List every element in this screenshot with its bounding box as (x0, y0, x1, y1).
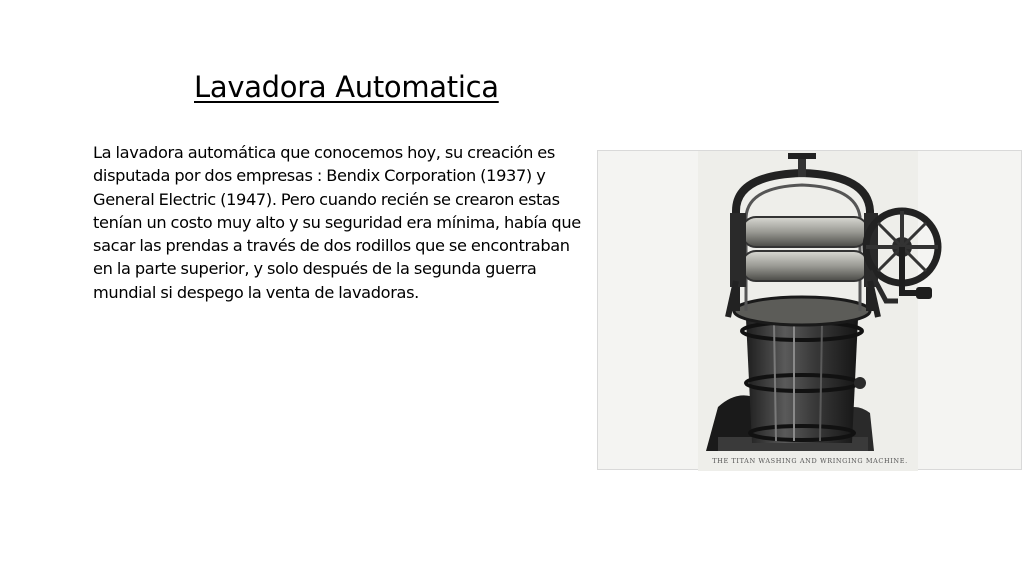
slide-title: Lavadora Automatica (194, 70, 499, 104)
wringer-roller-bottom (742, 251, 868, 281)
tub-side-knob (854, 377, 866, 389)
roller-bracket-left (730, 213, 746, 287)
washing-machine-photo (597, 150, 1022, 470)
crank-grip (916, 287, 932, 299)
tub-rim (734, 297, 870, 325)
photo-caption: THE TITAN WASHING AND WRINGING MACHINE. (712, 457, 908, 465)
washing-machine-illustration (598, 151, 1023, 471)
wringer-screw-handle (788, 153, 816, 159)
wringer-roller-top (742, 217, 868, 247)
slide-body-text: La lavadora automática que conocemos hoy, su creación es disputada por dos empresas : Bendix Corporation (1937) y General Electric (1947). Pero cuando recién se crearon estas tenían un costo muy alto y su seguridad era mínima, había que sacar las prendas a través de dos rodillos que se encontraban en la parte superior, y solo después de la segunda guerra mundial si despego la venta de lavadoras. (93, 143, 581, 302)
